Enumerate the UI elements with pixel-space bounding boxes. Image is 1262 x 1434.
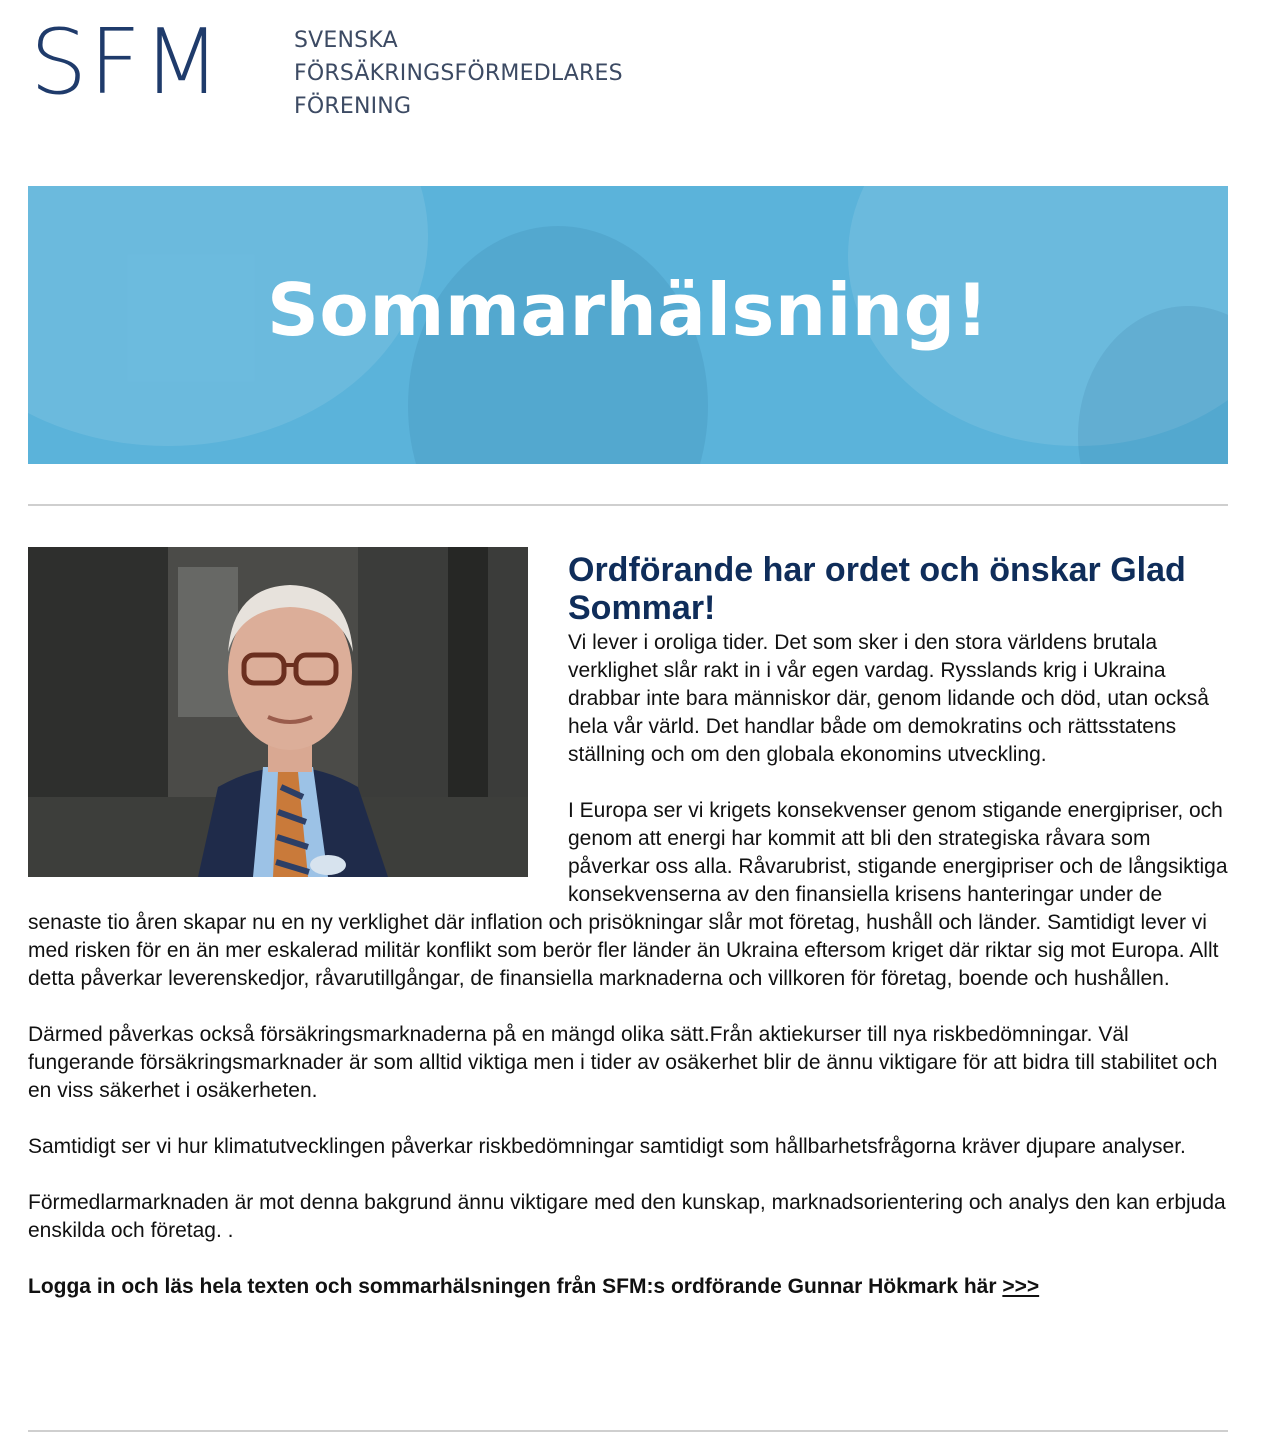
cta-text: Logga in och läs hela texten och sommarhälsningen från SFM:s ordförande Gunnar Hökmark här [28, 1275, 1003, 1298]
article [28, 547, 1228, 1329]
article-paragraph: I Europa ser vi krigets konsekvenser genom stigande energipriser, och genom att energi har kommit att bli den strategiska råvara som påverkar oss alla. Råvarubrist, stigande energipriser och de långsiktiga konsekvenserna av den finansiella krisens hanteringar under de senaste tio åren skapar nu en ny verklighet där inflation och prisökningar slår mot företag, hushåll och länder. Samtidigt lever vi med risken för en än mer eskalerad militär konflikt som berör fler länder än Ukraina eftersom kriget där riktar sig mot Europa. Allt detta påverkar leverenskedjor, råvarutillgångar, de finansiella marknaderna och villkoren för företag, boende och hushållen. [28, 799, 1228, 990]
logo-wordmark [294, 24, 623, 123]
banner-title: Sommarhälsning! [267, 268, 989, 352]
logo-line: SVENSKA [294, 28, 398, 53]
divider [28, 504, 1228, 506]
read-more-link[interactable]: >>> [1002, 1275, 1040, 1298]
article-paragraph: Vi lever i oroliga tider. Det som sker i den stora världens brutala verklighet slår rakt in i vår egen vardag. Rysslands krig i Ukraina drabbar inte bara människor där, genom lidande och död, utan också hela vår värld. Det handlar både om demokratins och rättsstatens ställning och om den globala ekonomins utveckling. [568, 631, 1209, 766]
header [30, 10, 730, 128]
hero-banner [28, 186, 1228, 464]
chairman-photo [28, 547, 528, 877]
sfm-logo[interactable]: SFM [30, 10, 223, 115]
login-call-to-action [28, 1273, 1228, 1301]
logo-line: FÖRSÄKRINGSFÖRMEDLARES [294, 61, 623, 86]
portrait-illustration [28, 547, 528, 877]
article-paragraph: Samtidigt ser vi hur klimatutvecklingen påverkar riskbedömningar samtidigt som hållbarhetsfrågorna kräver djupare analyser. [28, 1135, 1186, 1158]
logo-line: FÖRENING [294, 94, 412, 119]
article-paragraph: Därmed påverkas också försäkringsmarknaderna på en mängd olika sätt.Från aktiekurser till nya riskbedömningar. Väl fungerande försäkringsmarknader är som alltid viktiga men i tider av osäkerhet blir de ännu viktigare för att bidra till stabilitet och en viss säkerhet i osäkerheten. [28, 1023, 1218, 1102]
article-paragraph: Förmedlarmarknaden är mot denna bakgrund ännu viktigare med den kunskap, marknadsorientering och analys den kan erbjuda enskilda och företag. . [28, 1191, 1226, 1242]
article-headline: Ordförande har ordet och önskar Glad Sommar! [568, 551, 1186, 627]
divider [28, 1430, 1228, 1432]
